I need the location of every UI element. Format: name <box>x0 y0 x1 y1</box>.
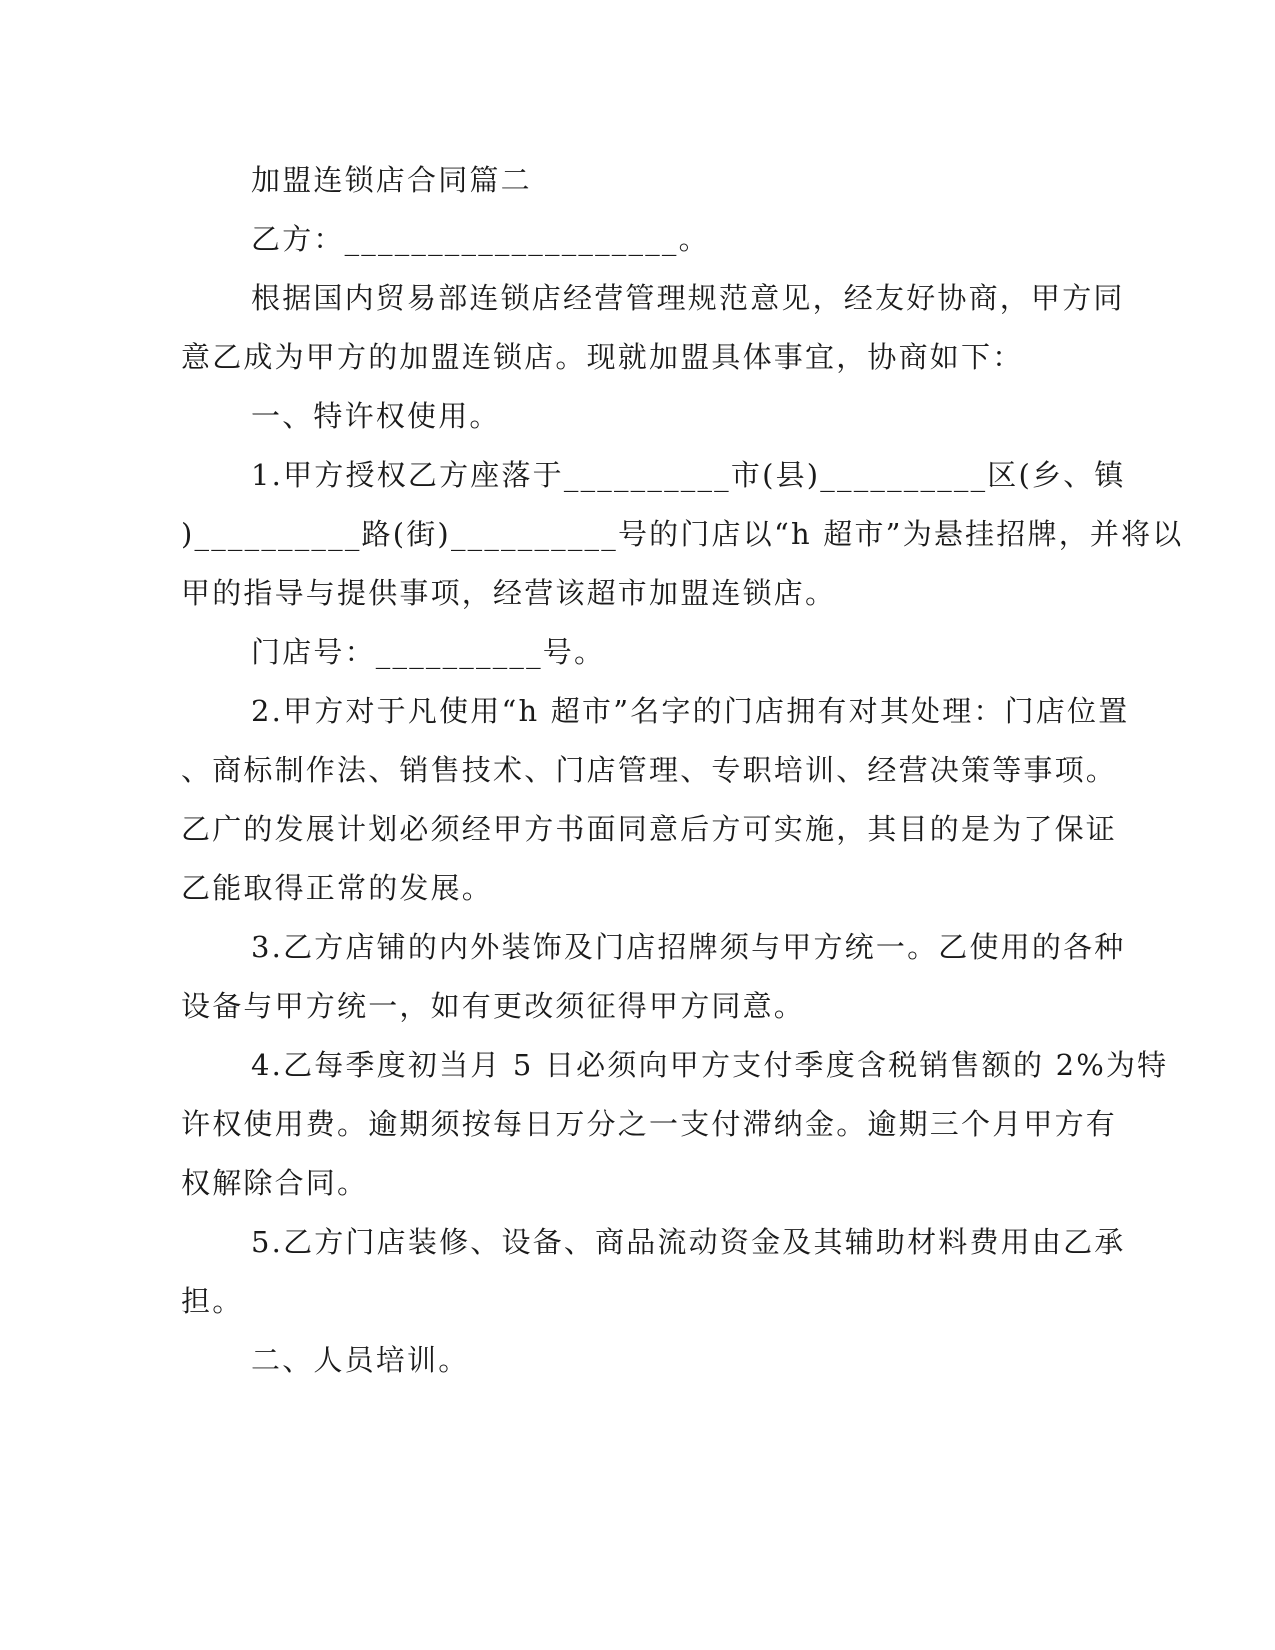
text-line: 乙能取得正常的发展。 <box>181 871 494 905</box>
text-line: 许权使用费。逾期须按每日万分之一支付滞纳金。逾期三个月甲方有 <box>181 1107 1118 1141</box>
text-line: )__________路(街)__________号的门店以“h 超市”为悬挂招牌，并将以 <box>181 517 1184 551</box>
text-line: 4.乙每季度初当月 5 日必须向甲方支付季度含税销售额的 2%为特 <box>251 1048 1169 1082</box>
text-line: 1.甲方授权乙方座落于__________市(县)__________区(乡、镇 <box>251 458 1126 492</box>
text-line: 担。 <box>181 1284 244 1318</box>
text-line: 门店号：__________号。 <box>251 635 606 669</box>
text-line: 甲的指导与提供事项，经营该超市加盟连锁店。 <box>181 576 837 610</box>
text-line: 意乙成为甲方的加盟连锁店。现就加盟具体事宜，协商如下： <box>181 340 1024 374</box>
text-line: 、商标制作法、销售技术、门店管理、专职培训、经营决策等事项。 <box>181 753 1118 787</box>
text-line: 3.乙方店铺的内外装饰及门店招牌须与甲方统一。乙使用的各种 <box>251 930 1126 964</box>
text-line: 设备与甲方统一，如有更改须征得甲方同意。 <box>181 989 806 1023</box>
text-line: 2.甲方对于凡使用“h 超市”名字的门店拥有对其处理：门店位置 <box>251 694 1130 728</box>
party-b-line: 乙方：____________________。 <box>251 222 710 256</box>
section-heading: 二、人员培训。 <box>251 1343 470 1377</box>
text-line: 5.乙方门店装修、设备、商品流动资金及其辅助材料费用由乙承 <box>251 1225 1126 1259</box>
text-line: 乙广的发展计划必须经甲方书面同意后方可实施，其目的是为了保证 <box>181 812 1118 846</box>
text-line: 权解除合同。 <box>181 1166 369 1200</box>
section-heading: 一、特许权使用。 <box>251 399 501 433</box>
document-title: 加盟连锁店合同篇二 <box>251 163 532 197</box>
text-line: 根据国内贸易部连锁店经营管理规范意见，经友好协商，甲方同 <box>251 281 1125 315</box>
